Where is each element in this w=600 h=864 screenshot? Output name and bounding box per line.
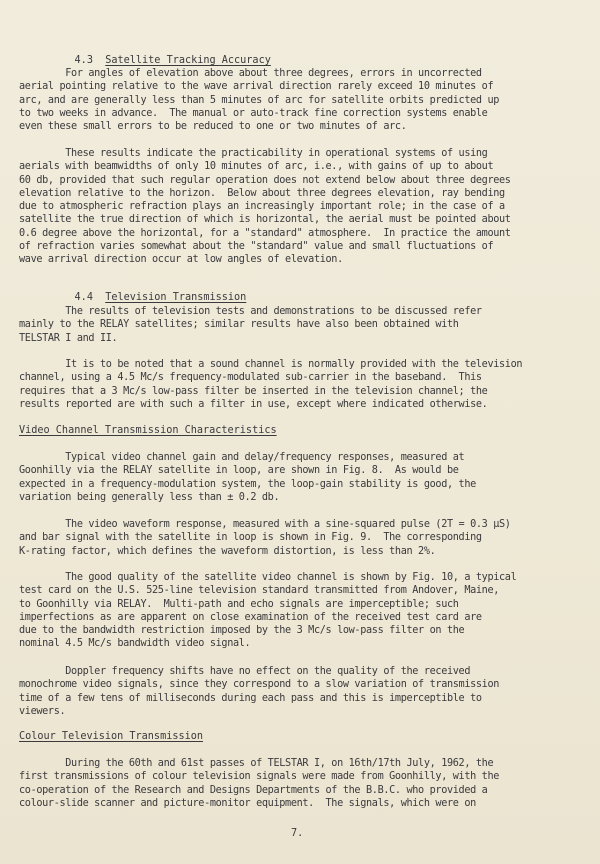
paragraph-doppler: [19, 665, 585, 718]
text-line: 60 db, provided that such regular operation does not extend below about three degrees: [19, 174, 511, 186]
text-line: For angles of elevation above about three degrees, errors in uncorrected: [19, 68, 482, 79]
text-line: first transmissions of colour television signals were made from Goonhilly, with the: [19, 771, 500, 783]
text-line: viewers.: [19, 705, 66, 717]
paragraph-gain-delay: [19, 451, 585, 504]
text-line: It is to be noted that a sound channel is normally provided with the television: [19, 359, 523, 370]
paragraph-practicability: [19, 147, 585, 267]
subheading-video-channel: Video Channel Transmission Characteristics: [19, 425, 277, 436]
text-line: K-rating factor, which defines the waveform distortion, is less than 2%.: [19, 545, 436, 557]
section-title: Television Transmission: [105, 292, 247, 303]
text-line: 0.6 degree above the horizontal, for a "standard" atmosphere. In practice the amount: [19, 227, 511, 239]
text-line: elevation relative to the horizon. Below about three degrees elevation, ray bending: [19, 187, 505, 199]
text-line: colour-slide scanner and picture-monitor equipment. The signals, which were on: [19, 797, 476, 809]
subheading-colour-television: Colour Television Transmission: [19, 731, 204, 742]
text-line: variation being generally less than ± 0.2 db.: [19, 491, 280, 503]
text-line: aerial pointing relative to the wave arrival direction rarely exceed 10 minutes of: [19, 81, 494, 93]
text-line: imperfections as are apparent on close examination of the received test card are: [19, 611, 482, 623]
text-line: results reported are with such a filter in use, except where indicated otherwise.: [19, 398, 488, 410]
text-line: Doppler frequency shifts have no effect on the quality of the received: [19, 666, 471, 677]
text-line: even these small errors to be reduced to one or two minutes of arc.: [19, 121, 407, 133]
text-line: to Goonhilly via RELAY. Multi-path and echo signals are imperceptible; such: [19, 598, 459, 610]
paragraph-video-quality: [19, 571, 585, 651]
text-line: monochrome video signals, since they correspond to a slow variation of transmission: [19, 679, 500, 691]
paragraph-sound-channel: [19, 358, 585, 411]
text-line: expected in a frequency-modulation system, the loop-gain stability is good, the: [19, 478, 476, 490]
text-line: The video waveform response, measured with a sine-squared pulse (2T = 0.3 μS): [19, 519, 511, 530]
paragraph-tracking-accuracy: [19, 67, 585, 133]
text-line: and bar signal with the satellite in loop is shown in Fig. 9. The corresponding: [19, 532, 482, 544]
text-line: These results indicate the practicability in operational systems of using: [19, 148, 488, 159]
paragraph-colour-transmissions: [19, 757, 585, 810]
text-line: aerials with beamwidths of only 10 minutes of arc, i.e., with gains of up to about: [19, 161, 494, 173]
text-line: to two weeks in advance. The manual or auto-track fine correction systems enable: [19, 107, 488, 119]
text-line: of refraction varies somewhat about the "standard" value and small fluctuations of: [19, 241, 494, 253]
text-line: Goonhilly via the RELAY satellite in loop, are shown in Fig. 8. As would be: [19, 465, 459, 477]
section-number: 4.3: [74, 55, 93, 66]
text-line: The good quality of the satellite video channel is shown by Fig. 10, a typical: [19, 572, 517, 583]
text-line: arc, and are generally less than 5 minutes of arc for satellite orbits predicted up: [19, 94, 500, 106]
paragraph-television-results: [19, 305, 585, 345]
text-line: test card on the U.S. 525-line television standard transmitted from Andover, Maine,: [19, 585, 500, 597]
text-line: The results of television tests and demonstrations to be discussed refer: [19, 306, 482, 317]
text-line: During the 60th and 61st passes of TELSTAR I, on 16th/17th July, 1962, the: [19, 758, 494, 769]
text-line: requires that a 3 Mc/s low-pass filter be inserted in the television channel; the: [19, 385, 488, 397]
text-line: nominal 4.5 Mc/s bandwidth video signal.: [19, 638, 251, 650]
text-line: due to the bandwidth restriction imposed by the 3 Mc/s low-pass filter on the: [19, 625, 465, 637]
page-number: 7.: [291, 828, 304, 839]
text-line: wave arrival direction occur at low angles of elevation.: [19, 254, 343, 266]
text-line: Typical video channel gain and delay/frequency responses, measured at: [19, 452, 465, 463]
text-line: satellite the true direction of which is horizontal, the aerial must be pointed about: [19, 214, 511, 226]
section-title: Satellite Tracking Accuracy: [105, 55, 271, 66]
text-line: co-operation of the Research and Designs Departments of the B.B.C. who provided a: [19, 784, 488, 796]
text-line: TELSTAR I and II.: [19, 332, 118, 344]
text-line: due to atmospheric refraction plays an increasingly important role; in the case of a: [19, 201, 505, 213]
text-line: time of a few tens of milliseconds during each pass and this is imperceptible to: [19, 692, 482, 704]
text-line: channel, using a 4.5 Mc/s frequency-modulated sub-carrier in the baseband. This: [19, 372, 482, 384]
paragraph-waveform-response: [19, 518, 585, 558]
section-number: 4.4: [74, 292, 93, 303]
text-line: mainly to the RELAY satellites; similar results have also been obtained with: [19, 319, 459, 331]
